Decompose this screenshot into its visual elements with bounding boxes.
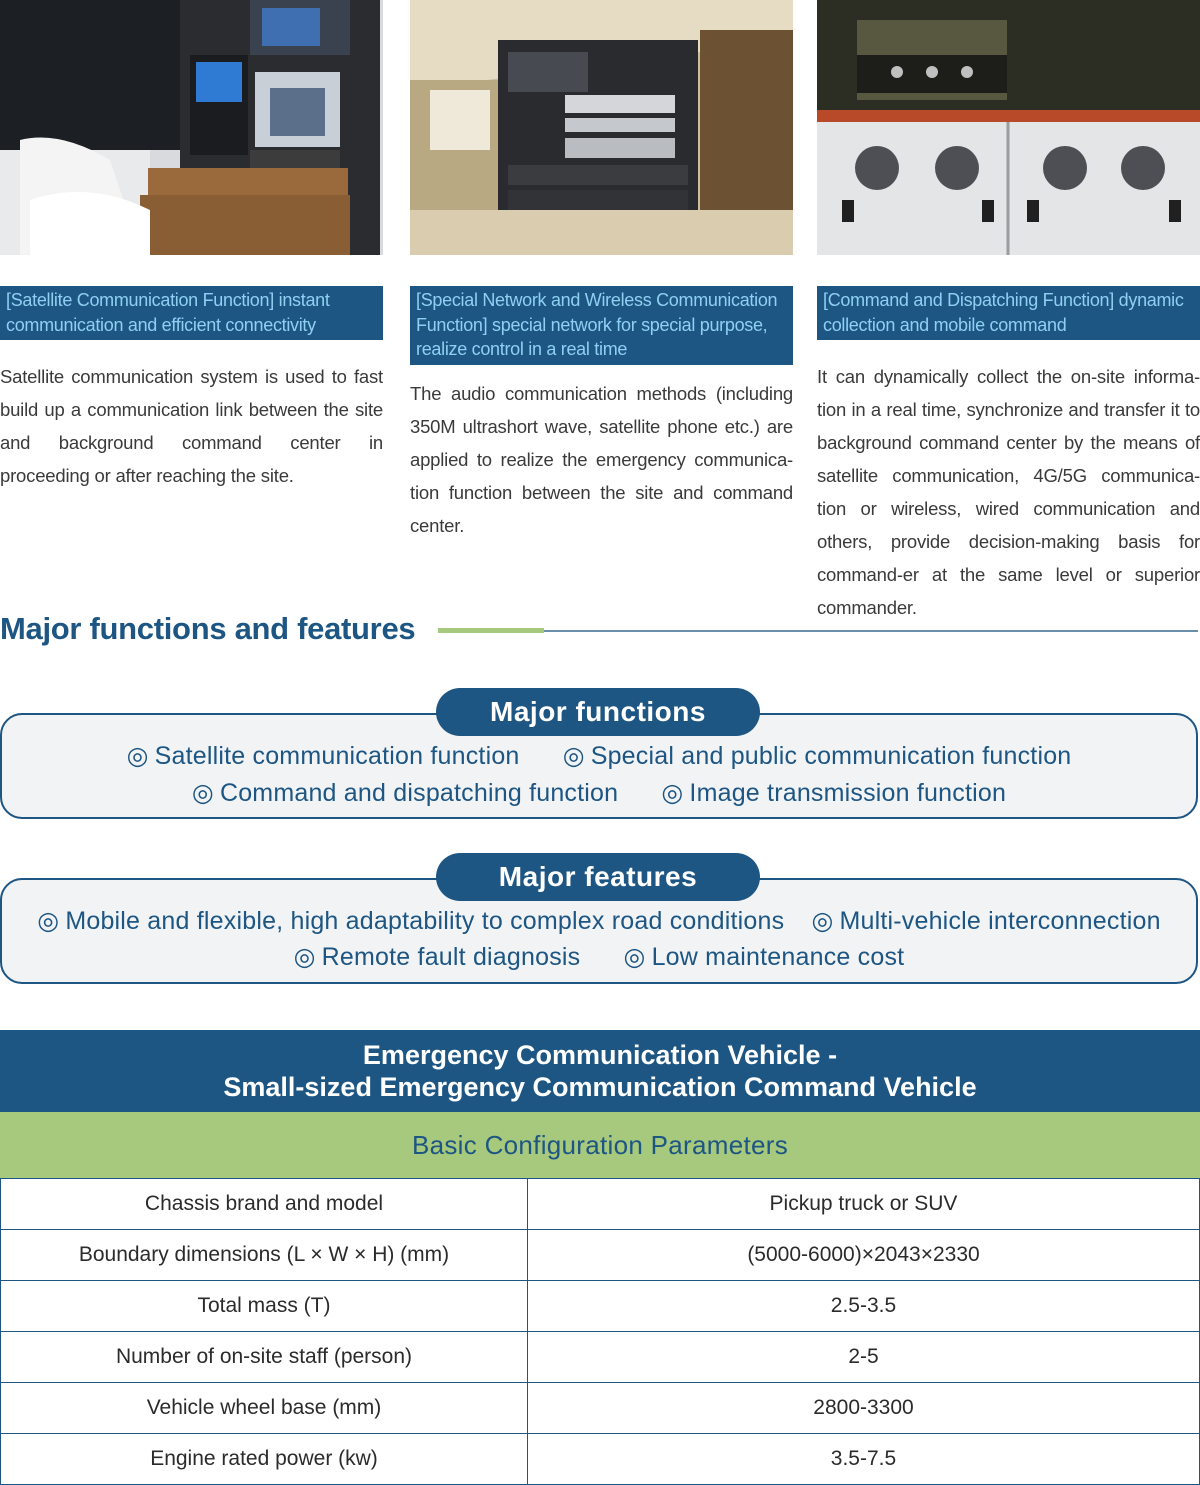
satellite-communication-cabin-photo (0, 0, 383, 255)
table-row (1, 1179, 1200, 1230)
functions-row-2 (2, 778, 1196, 808)
param-value: 3.5-7.5 (528, 1434, 1200, 1485)
network-function-caption: [Special Network and Wireless Communication Function] special network for special purpose, realize control in a real time (410, 286, 793, 365)
table-row (1, 1332, 1200, 1383)
major-functions-title: Major functions (436, 688, 760, 736)
major-features-title: Major features (436, 853, 760, 901)
dispatching-function-description: It can dynamically collect the on-site informa-tion in a real time, synchronize and transfer it to background command center by the means of satellite communication, 4G/5G communica-tion or wireless, wired communication and others, provide decision-making basis for command-er at the same level or superior commander. (817, 366, 1200, 618)
satellite-function-caption: [Satellite Communication Function] instant communication and efficient connectivity (0, 286, 383, 340)
param-name: Engine rated power (kw) (1, 1434, 528, 1485)
function-item: ◎ Command and dispatching function (192, 778, 618, 808)
title-divider-accent (438, 628, 544, 633)
satellite-function-description: Satellite communication system is used to fast build up a communication link between the site and background command center in proceeding or after reaching the site. (0, 366, 383, 486)
param-value: 2.5-3.5 (528, 1281, 1200, 1332)
function-item: ◎ Satellite communication function (127, 741, 520, 771)
functions-row-1 (2, 741, 1196, 771)
feature-column-dispatching (817, 0, 1200, 624)
param-name: Chassis brand and model (1, 1179, 528, 1230)
spec-table-title (0, 1030, 1200, 1112)
table-row (1, 1434, 1200, 1485)
spec-title-line-1: Emergency Communication Vehicle - (362, 1040, 838, 1070)
spec-title-line-2: Small-sized Emergency Communication Command Vehicle (223, 1072, 977, 1102)
spec-table (0, 1178, 1200, 1485)
param-name: Total mass (T) (1, 1281, 528, 1332)
section-title: Major functions and features (0, 611, 416, 646)
title-divider-line (544, 630, 1198, 632)
feature-column-network (410, 0, 793, 542)
network-equipment-rack-photo (410, 0, 793, 255)
function-item: ◎ Image transmission function (661, 778, 1006, 808)
features-row-2 (2, 942, 1196, 972)
param-name: Boundary dimensions (L × W × H) (mm) (1, 1230, 528, 1281)
network-function-description: The audio communication methods (including 350M ultrashort wave, satellite phone etc.) are applied to realize the emergency communica-tion function between the site and command center. (410, 382, 793, 536)
feature-item: ◎ Low maintenance cost (624, 942, 905, 972)
table-row (1, 1281, 1200, 1332)
feature-item: ◎ Mobile and flexible, high adaptability to complex road conditions (37, 906, 784, 936)
table-row (1, 1383, 1200, 1434)
param-value: (5000-6000)×2043×2330 (528, 1230, 1200, 1281)
features-row-1 (2, 906, 1196, 936)
param-value: 2-5 (528, 1332, 1200, 1383)
function-item: ◎ Special and public communication function (563, 741, 1072, 771)
param-value: Pickup truck or SUV (528, 1179, 1200, 1230)
spec-table-subtitle: Basic Configuration Parameters (0, 1112, 1200, 1178)
feature-item: ◎ Remote fault diagnosis (294, 942, 581, 972)
feature-column-satellite (0, 0, 383, 492)
param-value: 2800-3300 (528, 1383, 1200, 1434)
table-row (1, 1230, 1200, 1281)
param-name: Number of on-site staff (person) (1, 1332, 528, 1383)
feature-item: ◎ Multi-vehicle interconnection (811, 906, 1160, 936)
param-name: Vehicle wheel base (mm) (1, 1383, 528, 1434)
dispatching-cabinet-photo (817, 0, 1200, 255)
dispatching-function-caption: [Command and Dispatching Function] dynamic collection and mobile command (817, 286, 1200, 340)
